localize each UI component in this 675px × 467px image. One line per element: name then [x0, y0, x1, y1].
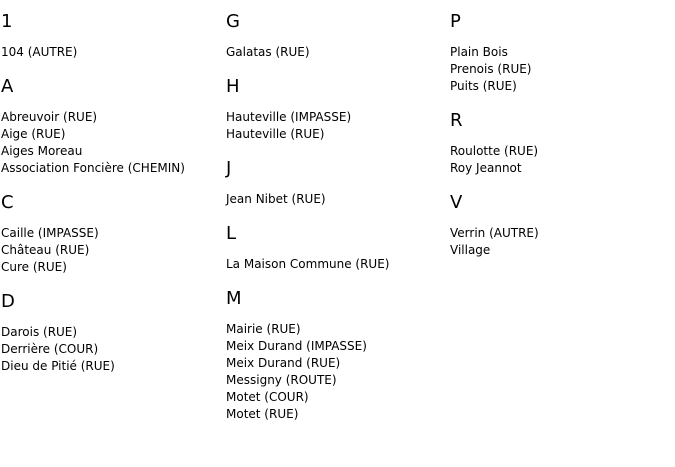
index-column — [450, 10, 670, 273]
street-link-chateau-rue[interactable]: Château (RUE) — [1, 243, 90, 257]
letter-heading: R — [450, 110, 463, 131]
letter-group-r — [450, 109, 670, 177]
letter-group-l — [226, 222, 446, 273]
street-link-meix-durand-impasse[interactable]: Meix Durand (IMPASSE) — [226, 339, 367, 353]
street-list — [1, 324, 221, 375]
letter-heading: M — [226, 288, 242, 309]
letter-group-h — [226, 75, 446, 143]
letter-heading: G — [226, 11, 240, 32]
letter-group-g — [226, 10, 446, 61]
index-column — [226, 10, 446, 437]
street-list — [226, 44, 446, 61]
street-link-association-fonciere-chemin[interactable]: Association Foncière (CHEMIN) — [1, 161, 185, 175]
street-link-puits-rue[interactable]: Puits (RUE) — [450, 79, 517, 93]
street-link-aige-rue[interactable]: Aige (RUE) — [1, 127, 66, 141]
street-link-village[interactable]: Village — [450, 243, 491, 257]
street-list — [1, 225, 221, 276]
street-list — [450, 143, 670, 177]
street-link-meix-durand-rue[interactable]: Meix Durand (RUE) — [226, 356, 341, 370]
letter-group-m — [226, 287, 446, 423]
street-list — [226, 191, 446, 208]
street-list — [226, 321, 446, 423]
street-link-messigny-route[interactable]: Messigny (ROUTE) — [226, 373, 337, 387]
street-link-galatas-rue[interactable]: Galatas (RUE) — [226, 45, 310, 59]
letter-group-a — [1, 75, 221, 177]
street-link-roy-jeannot[interactable]: Roy Jeannot — [450, 161, 522, 175]
street-list — [1, 109, 221, 177]
street-link-motet-rue[interactable]: Motet (RUE) — [226, 407, 299, 421]
street-link-derriere-cour[interactable]: Derrière (COUR) — [1, 342, 99, 356]
letter-group-v — [450, 191, 670, 259]
index-column — [1, 10, 221, 389]
street-list — [1, 44, 221, 61]
street-link-plain-bois[interactable]: Plain Bois — [450, 45, 508, 59]
street-list — [450, 44, 670, 95]
letter-heading: A — [1, 76, 14, 97]
street-link-prenois-rue[interactable]: Prenois (RUE) — [450, 62, 532, 76]
street-link-aiges-moreau[interactable]: Aiges Moreau — [1, 144, 83, 158]
letter-heading: J — [226, 158, 232, 179]
street-link-caille-impasse[interactable]: Caille (IMPASSE) — [1, 226, 99, 240]
street-list — [226, 109, 446, 143]
street-link-cure-rue[interactable]: Cure (RUE) — [1, 260, 67, 274]
letter-heading: V — [450, 192, 463, 213]
letter-group-j — [226, 157, 446, 208]
street-link-mairie-rue[interactable]: Mairie (RUE) — [226, 322, 301, 336]
letter-heading: P — [450, 11, 461, 32]
letter-heading: L — [226, 223, 237, 244]
street-link-la-maison-commune-rue[interactable]: La Maison Commune (RUE) — [226, 257, 390, 271]
street-list — [450, 225, 670, 259]
street-link-dieu-de-pitie-rue[interactable]: Dieu de Pitié (RUE) — [1, 359, 115, 373]
street-link-jean-nibet-rue[interactable]: Jean Nibet (RUE) — [226, 192, 326, 206]
street-link-motet-cour[interactable]: Motet (COUR) — [226, 390, 309, 404]
street-link-darois-rue[interactable]: Darois (RUE) — [1, 325, 78, 339]
letter-group-p — [450, 10, 670, 95]
letter-group-1 — [1, 10, 221, 61]
street-link-verrin-autre[interactable]: Verrin (AUTRE) — [450, 226, 539, 240]
street-link-104-autre[interactable]: 104 (AUTRE) — [1, 45, 78, 59]
letter-group-c — [1, 191, 221, 276]
street-link-abreuvoir-rue[interactable]: Abreuvoir (RUE) — [1, 110, 98, 124]
letter-heading: H — [226, 76, 240, 97]
letter-group-d — [1, 290, 221, 375]
street-list — [226, 256, 446, 273]
street-link-hauteville-rue[interactable]: Hauteville (RUE) — [226, 127, 325, 141]
street-link-hauteville-impasse[interactable]: Hauteville (IMPASSE) — [226, 110, 352, 124]
letter-heading: C — [1, 192, 14, 213]
letter-heading: D — [1, 291, 15, 312]
letter-heading: 1 — [1, 11, 13, 32]
street-link-roulotte-rue[interactable]: Roulotte (RUE) — [450, 144, 539, 158]
